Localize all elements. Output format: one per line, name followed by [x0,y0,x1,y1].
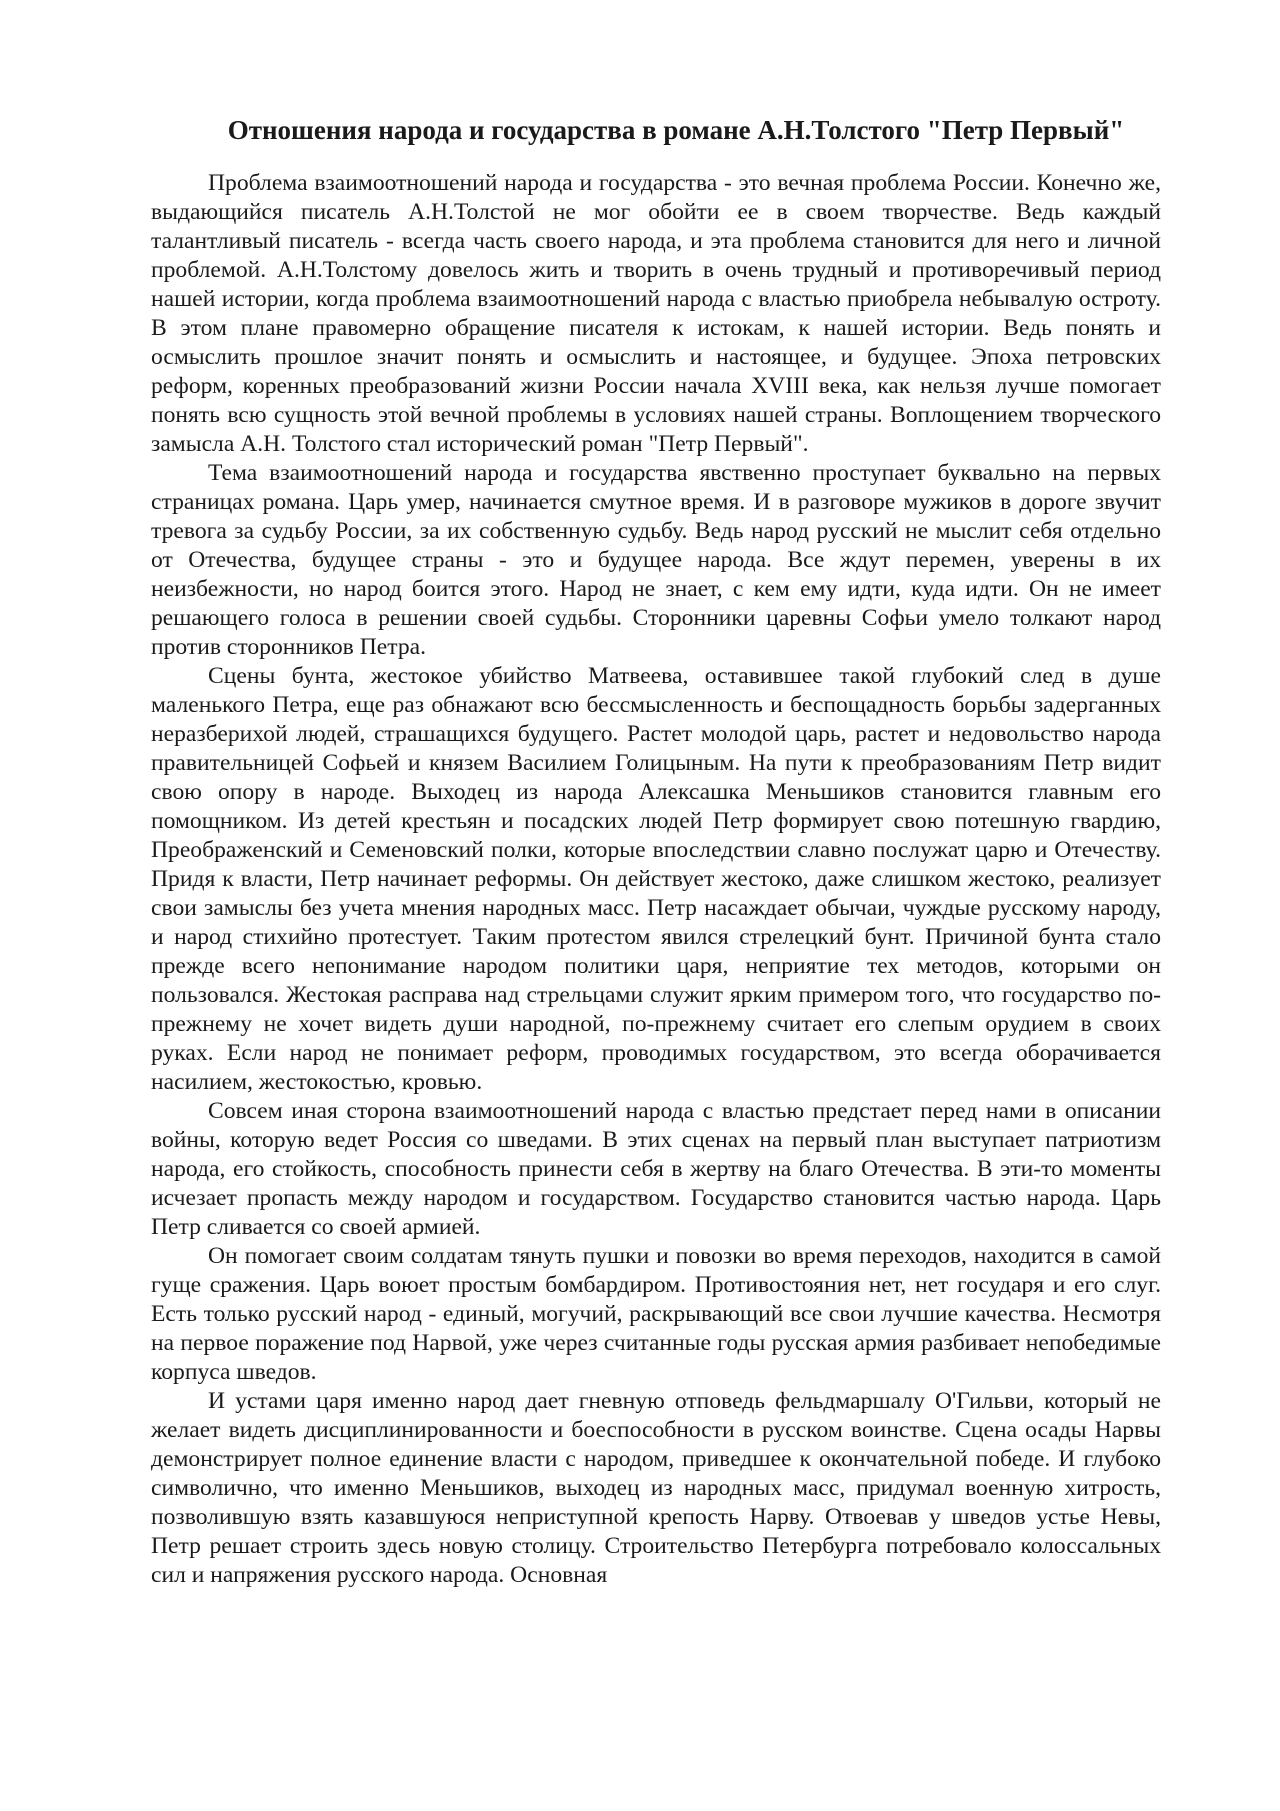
paragraph-6: И устами царя именно народ дает гневную отповедь фельдмаршалу О'Гильви, который не желает видеть дисциплинированности и боеспособности в русском воинстве. Сцена осады Нарвы демонстрирует полное единение власти с народом, приведшее к окончательной победе. И глубоко символично, что именно Меньшиков, выходец из народных масс, придумал военную хитрость, позволившую взять казавшуюся неприступной крепость Нарву. Отвоевав у шведов устье Невы, Петр решает строить здесь новую столицу. Строительство Петербурга потребовало колоссальных сил и напряжения русского народа. Основная [151,1388,1161,1588]
document-page [151,115,1161,1590]
paragraph-3: Сцены бунта, жестокое убийство Матвеева, оставившее такой глубокий след в душе маленького Петра, еще раз обнажают всю бессмысленность и беспощадность борьбы задерганных неразберихой людей, страшащихся будущего. Растет молодой царь, растет и недовольство народа правительницей Софьей и князем Василием Голицыным. На пути к преобразованиям Петр видит свою опору в народе. Выходец из народа Алексашка Меньшиков становится главным его помощником. Из детей крестьян и посадских людей Петр формирует свою потешную гвардию, Преображенский и Семеновский полки, которые впоследствии славно послужат царю и Отечеству. Придя к власти, Петр начинает реформы. Он действует жестоко, даже слишком жестоко, реализует свои замыслы без учета мнения народных масс. Петр насаждает обычаи, чуждые русскому народу, и народ стихийно протестует. Таким протестом явился стрелецкий бунт. Причиной бунта стало прежде всего непонимание народом политики царя, неприятие тех методов, которыми он пользовался. Жестокая расправа над стрельцами служит ярким примером того, что государство по-прежнему не хочет видеть души народной, по-прежнему считает его слепым орудием в своих руках. Если народ не понимает реформ, проводимых государством, это всегда оборачивается насилием, жестокостью, кровью. [151,663,1161,1095]
page-title: Отношения народа и государства в романе А.Н.Толстого "Петр Первый" [227,115,1125,145]
paragraph-4: Совсем иная сторона взаимоотношений народа с властью предстает перед нами в описании войны, которую ведет Россия со шведами. В этих сценах на первый план выступает патриотизм народа, его стойкость, способность принести себя в жертву на благо Отечества. В эти-то моменты исчезает пропасть между народом и государством. Государство становится частью народа. Царь Петр сливается со своей армией. [151,1098,1161,1240]
paragraph-1: Проблема взаимоотношений народа и государства - это вечная проблема России. Конечно же, выдающийся писатель А.Н.Толстой не мог обойти ее в своем творчестве. Ведь каждый талантливый писатель - всегда часть своего народа, и эта проблема становится для него и личной проблемой. А.Н.Толстому довелось жить и творить в очень трудный и противоречивый период нашей истории, когда проблема взаимоотношений народа с властью приобрела небывалую остроту. В этом плане правомерно обращение писателя к истокам, к нашей истории. Ведь понять и осмыслить прошлое значит понять и осмыслить и настоящее, и будущее. Эпоха петровских реформ, коренных преобразований жизни России начала XVIII века, как нельзя лучше помогает понять всю сущность этой вечной проблемы в условиях нашей страны. Воплощением творческого замысла А.Н. Толстого стал исторический роман "Петр Первый". [151,170,1161,457]
paragraph-5: Он помогает своим солдатам тянуть пушки и повозки во время переходов, находится в самой гуще сражения. Царь воюет простым бомбардиром. Противостояния нет, нет государя и его слуг. Есть только русский народ - единый, могучий, раскрывающий все свои лучшие качества. Несмотря на первое поражение под Нарвой, уже через считанные годы русская армия разбивает непобедимые корпуса шведов. [151,1243,1161,1385]
paragraph-2: Тема взаимоотношений народа и государства явственно проступает буквально на первых страницах романа. Царь умер, начинается смутное время. И в разговоре мужиков в дороге звучит тревога за судьбу России, за их собственную судьбу. Ведь народ русский не мыслит себя отдельно от Отечества, будущее страны - это и будущее народа. Все ждут перемен, уверены в их неизбежности, но народ боится этого. Народ не знает, с кем ему идти, куда идти. Он не имеет решающего голоса в решении своей судьбы. Сторонники царевны Софьи умело толкают народ против сторонников Петра. [151,460,1161,660]
